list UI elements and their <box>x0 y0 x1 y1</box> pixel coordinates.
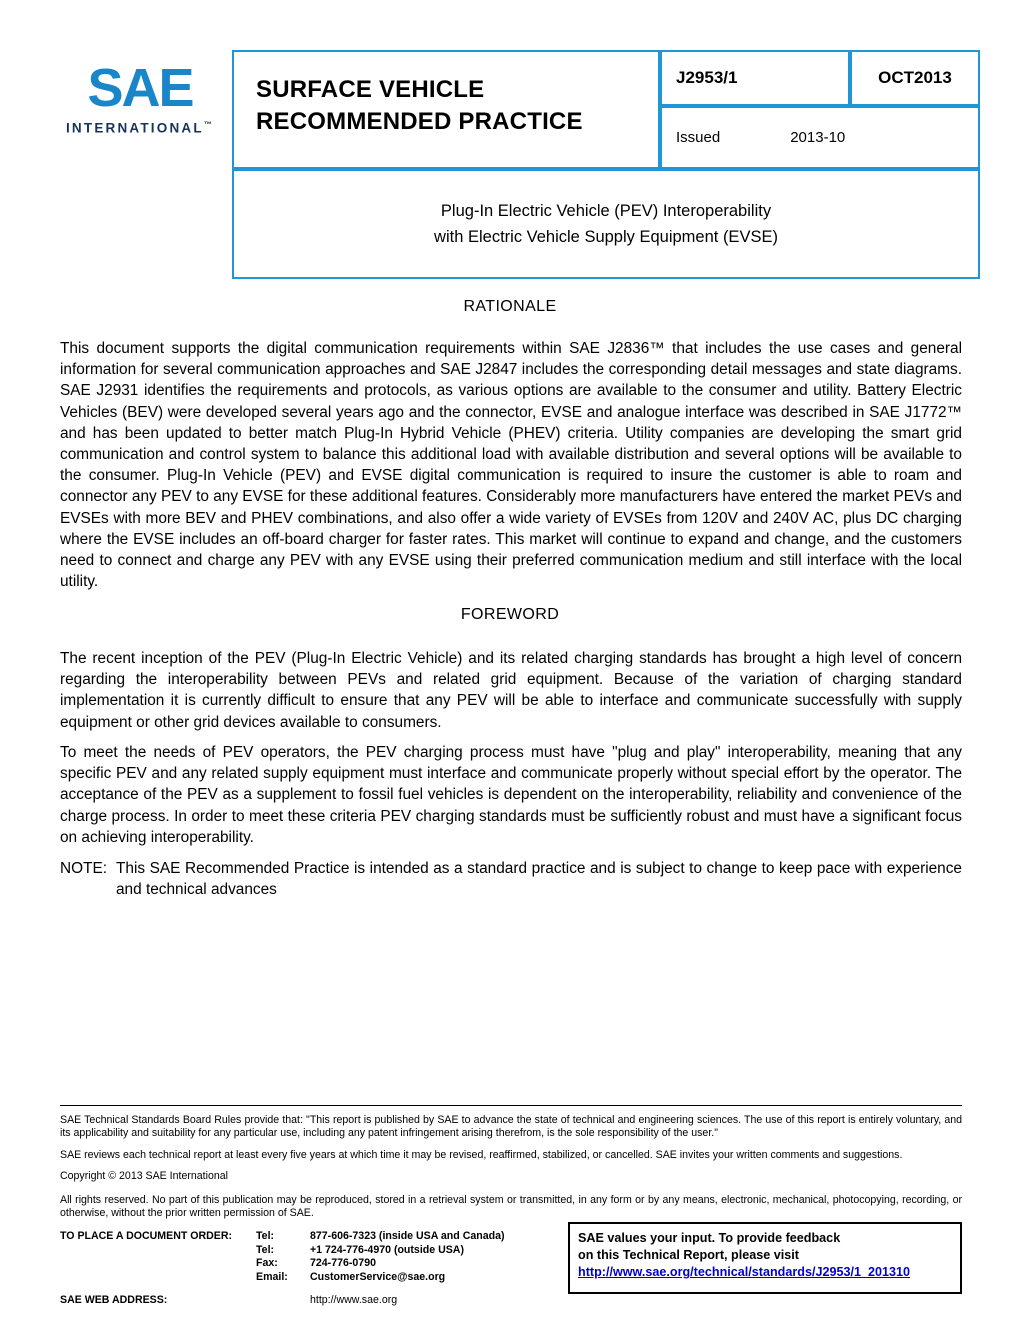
fax-label: Fax: <box>256 1257 278 1270</box>
document-number: J2953/1 <box>676 68 738 87</box>
sae-logo-subtitle <box>60 120 220 136</box>
note-text: This SAE Recommended Practice is intended as a standard practice and is subject to change to keep pace with experience and technical advances <box>116 860 962 899</box>
order-spacer-1 <box>60 1244 256 1258</box>
title-box <box>232 50 660 169</box>
title-line-1: SURFACE VEHICLE <box>256 76 485 103</box>
subject-box <box>232 169 980 279</box>
feedback-line-2: on this Technical Report, please visit <box>578 1248 799 1262</box>
tel2-label: Tel: <box>256 1243 275 1256</box>
web-label: SAE WEB ADDRESS: <box>60 1294 168 1307</box>
order-spacer-3 <box>60 1271 256 1285</box>
issued-date: 2013-10 <box>790 129 846 146</box>
email-label: Email: <box>256 1270 288 1283</box>
trademark-symbol: ™ <box>203 120 215 129</box>
order-row-fax <box>60 1257 580 1271</box>
sae-logo-subtitle-text: INTERNATIONAL <box>65 120 204 136</box>
rationale-heading: RATIONALE <box>463 298 557 315</box>
foreword-heading: FOREWORD <box>460 606 560 623</box>
footer-divider <box>60 1105 962 1106</box>
order-info <box>60 1230 580 1308</box>
issued-box <box>660 106 980 169</box>
legal-paragraph-1: SAE Technical Standards Board Rules provide that: "This report is published by SAE to advance the state of technical and engineering sciences. The use of this report is entirely voluntary, and its applicability and suitability for any particular use, including any patent infringement arising therefrom, is the sole responsibility of the user." <box>60 1114 962 1140</box>
sae-logo-text: SAE <box>87 58 193 118</box>
web-spacer <box>256 1294 310 1308</box>
document-date: OCT2013 <box>878 68 952 87</box>
title-line-2: RECOMMENDED PRACTICE <box>256 108 583 135</box>
order-label: TO PLACE A DOCUMENT ORDER: <box>60 1230 233 1242</box>
note-block <box>60 858 962 900</box>
note-label: NOTE: <box>60 860 108 877</box>
tel-label: Tel: <box>256 1230 275 1242</box>
feedback-link[interactable]: http://www.sae.org/technical/standards/J2953/1_201310 <box>578 1265 911 1279</box>
sae-logo <box>60 60 220 136</box>
feedback-box <box>568 1222 962 1294</box>
document-header <box>60 50 960 280</box>
foreword-paragraph-2: To meet the needs of PEV operators, the PEV charging process must have "plug and play" interoperability, meaning that any specific PEV and any related supply equipment must interface and communicate properly without special effort by the operator. The acceptance of the PEV as a supplement to fossil fuel vehicles is dependent on the interoperability, reliability and convenience of the charge process. In order to meet these criteria PEV charging standards must be sufficiently robust and must have a significant focus on achieving interoperability. <box>60 744 962 846</box>
order-row-web <box>60 1294 580 1308</box>
issued-label: Issued <box>676 129 721 146</box>
order-row-tel-inside <box>60 1230 580 1244</box>
footer-legal <box>60 1114 962 1228</box>
legal-paragraph-2: SAE reviews each technical report at least every five years at which time it may be revised, reaffirmed, stabilized, or cancelled. SAE invites your written comments and suggestions. <box>60 1148 903 1161</box>
foreword-paragraph-1: The recent inception of the PEV (Plug-In Electric Vehicle) and its related charging standards has brought a high level of concern regarding the interoperability between PEVs and related grid equipment. Because of the variation of charging standard implementation it is currently difficult to ensure that any PEV will be able to interface and communicate successfully with supply equipment or other grid devices available to consumers. <box>60 650 962 731</box>
tel-outside-value: +1 724-776-4970 (outside USA) <box>310 1243 464 1256</box>
order-spacer-2 <box>60 1257 256 1271</box>
fax-value: 724-776-0790 <box>310 1257 376 1270</box>
rationale-paragraph: This document supports the digital communication requirements within SAE J2836™ that includes the use cases and general information for several communication approaches and SAE J2847 includes the corresponding detail messages and state diagrams. SAE J2931 identifies the requirements and protocols, as various options are available to the consumer and utility. Battery Electric Vehicles (BEV) were developed several years ago and the connector, EVSE and analogue interface was described in SAE J1772™ and has been updated to better match Plug-In Hybrid Vehicle (PHEV) criteria. Utility companies are developing the smart grid communication and control system to balance this additional load with available distribution and several options will be available to the consumer. Plug-In Vehicle (PEV) and EVSE digital communication is required to insure the customer is able to roam and connector any PEV to any EVSE for these additional features. Considerably more manufacturers have entered the market PEVs and EVSEs with more BEV and PHEV combinations, and also offer a wide variety of EVSEs from 120V and 240V AC, plus DC charging where the EVSE includes an off-board charger for faster rates. This market will continue to expand and change, and the customers need to connect and charge any PEV with any EVSE using their preferred communication medium and still interface with the local utility. <box>60 340 962 591</box>
order-row-tel-outside <box>60 1244 580 1258</box>
subject-line-1: Plug-In Electric Vehicle (PEV) Interoperability <box>440 202 772 220</box>
document-date-box <box>850 50 980 106</box>
document-number-box <box>660 50 850 106</box>
tel-inside-value: 877-606-7323 (inside USA and Canada) <box>310 1230 505 1242</box>
email-value[interactable]: CustomerService@sae.org <box>310 1270 446 1283</box>
legal-paragraph-3: All rights reserved. No part of this publication may be reproduced, stored in a retrieval system or transmitted, in any form or by any means, electronic, mechanical, photocopying, recording, or otherwise, without the prior written permission of SAE. <box>60 1193 962 1220</box>
web-value[interactable]: http://www.sae.org <box>310 1294 398 1307</box>
feedback-line-1: SAE values your input. To provide feedback <box>578 1231 841 1245</box>
order-row-email <box>60 1271 580 1285</box>
subject-line-2: with Electric Vehicle Supply Equipment (EVSE) <box>434 228 778 246</box>
copyright-notice: Copyright © 2013 SAE International <box>60 1170 228 1183</box>
